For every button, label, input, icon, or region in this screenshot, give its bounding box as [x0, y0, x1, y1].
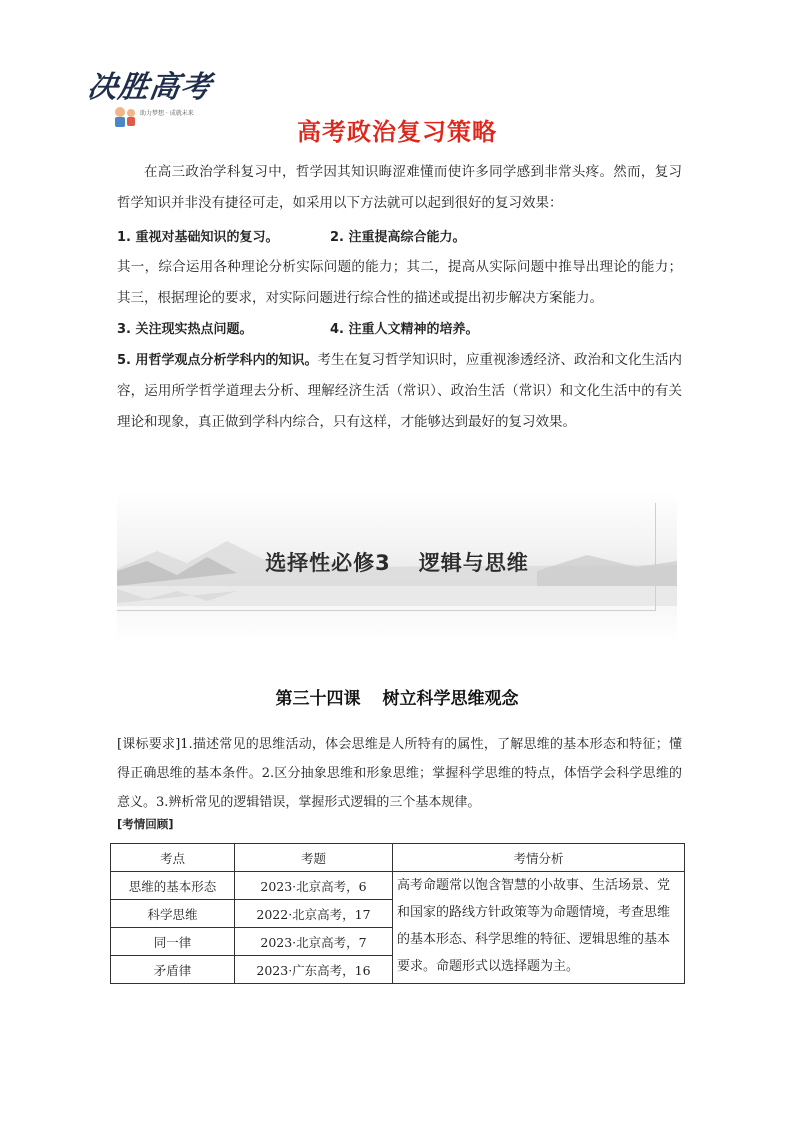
exam-table	[110, 843, 685, 984]
point-2: 2. 注重提高综合能力。	[330, 230, 466, 245]
cell-exam: 2023·北京高考，6	[235, 872, 393, 900]
point-4: 4. 注重人文精神的培养。	[330, 322, 479, 337]
review-label: [考情回顾]	[117, 817, 174, 831]
point-2-detail: 其一，综合运用各种理论分析实际问题的能力；其二，提高从实际问题中推导出理论的能力；其三，根据理论的要求，对实际问题进行综合性的描述或提出初步解决方案能力。	[117, 259, 682, 306]
intro-paragraph: 在高三政治学科复习中，哲学因其知识晦涩难懂而使许多同学感到非常头疼。然而，复习哲学知识并非没有捷径可走，如采用以下方法就可以起到很好的复习效果：	[117, 164, 682, 211]
cell-exam: 2023·北京高考，7	[235, 928, 393, 956]
point-5-detail: 考生在复习哲学知识时，应重视渗透经济、政治和文化生活内容，运用所学哲学道理去分析、理解经济生活（常识）、政治生活（常识）和文化生活中的有关理论和现象，真正做到学科内综合，只有这样，才能够达到最好的复习效果。	[117, 352, 683, 430]
curriculum-requirements: [课标要求]1.描述常见的思维活动，体会思维是人所特有的属性，了解思维的基本形态和特征；懂得正确思维的基本条件。2.区分抽象思维和形象思维；掌握科学思维的特点，体悟学会科学思维的意义。3.辨析常见的逻辑错误，掌握形式逻辑的三个基本规律。	[117, 737, 682, 810]
header-point: 考点	[111, 844, 235, 872]
point-1: 1. 重视对基础知识的复习。	[117, 230, 279, 245]
header-exam: 考题	[235, 844, 393, 872]
cell-exam: 2023·广东高考，16	[235, 956, 393, 984]
section-banner	[117, 491, 677, 643]
page-title: 高考政治复习策略	[297, 118, 497, 146]
cell-point: 思维的基本形态	[111, 872, 235, 900]
lesson-title	[0, 684, 794, 709]
point-5: 5. 用哲学观点分析学科内的知识。考生在复习哲学知识时，应重视渗透经济、政治和文化生活内容，运用所学哲学道理去分析、理解经济生活（常识）、政治生活（常识）和文化生活中的有关理论和现象，真正做到学科内综合，只有这样，才能够达到最好的复习效果。	[117, 352, 683, 430]
banner-title	[117, 547, 677, 577]
header-analysis: 考情分析	[393, 844, 685, 872]
point-3: 3. 关注现实热点问题。	[117, 322, 253, 337]
cell-analysis: 高考命题常以饱含智慧的小故事、生活场景、党和国家的路线方针政策等为命题情境，考查思维的基本形态、科学思维的特征、逻辑思维的基本要求。命题形式以选择题为主。	[393, 872, 685, 984]
cell-exam: 2022·北京高考，17	[235, 900, 393, 928]
logo-subtitle: 助力梦想 · 成就未来	[140, 110, 194, 117]
logo-text: 决胜高考	[85, 70, 214, 105]
cell-point: 科学思维	[111, 900, 235, 928]
table-row	[111, 872, 685, 900]
banner-title-part2: 逻辑与思维	[418, 551, 529, 575]
cell-point: 同一律	[111, 928, 235, 956]
cell-point: 矛盾律	[111, 956, 235, 984]
lesson-number: 第三十四课	[275, 689, 361, 709]
banner-title-part1: 选择性必修3	[265, 551, 391, 575]
lesson-name: 树立科学思维观念	[382, 689, 519, 709]
